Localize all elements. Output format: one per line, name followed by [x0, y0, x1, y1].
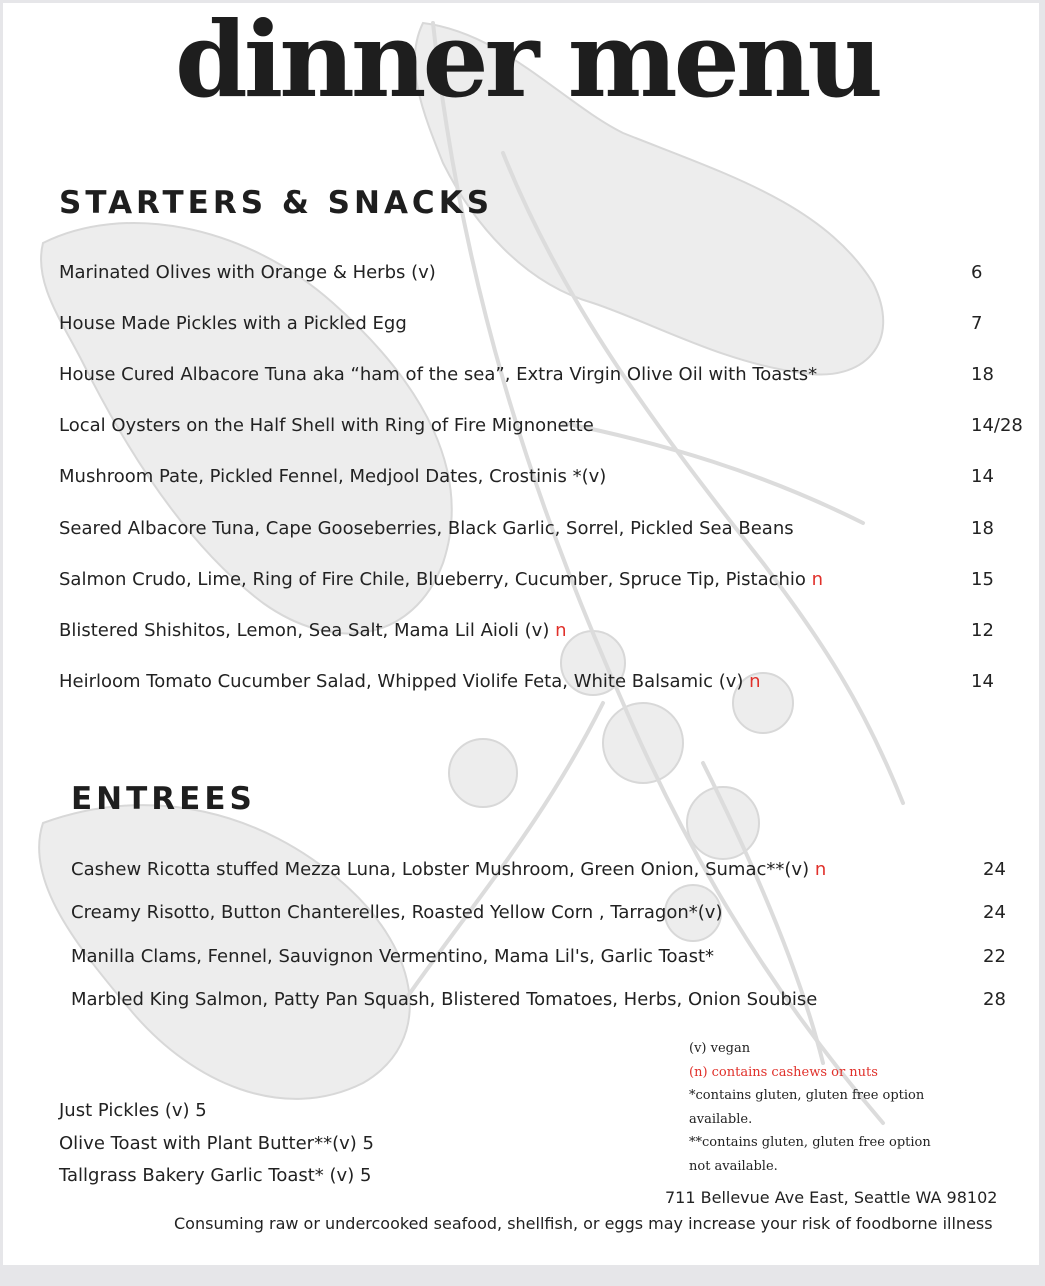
- item-name: Manilla Clams, Fennel, Sauvignon Vermentino, Mama Lil's, Garlic Toast*: [71, 946, 715, 967]
- item-name: Salmon Crudo, Lime, Ring of Fire Chile, Blueberry, Cucumber, Spruce Tip, Pistachio: [59, 569, 806, 590]
- entrees-heading: ENTREES: [71, 781, 256, 817]
- list-item: [59, 262, 436, 283]
- list-item: [71, 946, 714, 967]
- nut-flag: n: [555, 620, 567, 641]
- item-price: 12: [971, 620, 994, 641]
- item-price: 7: [971, 313, 983, 334]
- item-name: Marinated Olives with Orange & Herbs (v): [59, 262, 436, 283]
- legend-gluten2-line2: not available.: [689, 1158, 778, 1174]
- item-name: Seared Albacore Tuna, Cape Gooseberries, Black Garlic, Sorrel, Pickled Sea Beans: [59, 518, 794, 539]
- item-price: 14: [971, 466, 994, 487]
- item-name: Cashew Ricotta stuffed Mezza Luna, Lobster Mushroom, Green Onion, Sumac**(v): [71, 859, 810, 880]
- list-item: [59, 671, 761, 692]
- list-item: [59, 569, 823, 590]
- item-name: Creamy Risotto, Button Chanterelles, Roasted Yellow Corn , Tarragon*(v): [71, 902, 723, 923]
- legend-gluten2-line1: **contains gluten, gluten free option: [689, 1135, 931, 1150]
- menu-title: dinner menu: [175, 3, 880, 121]
- dietary-legend: [689, 1037, 934, 1178]
- item-price: 24: [983, 902, 1006, 923]
- item-name: Heirloom Tomato Cucumber Salad, Whipped Violife Feta, White Balsamic (v): [59, 671, 744, 692]
- item-price: 15: [971, 569, 994, 590]
- nut-flag: n: [811, 569, 824, 590]
- list-item: [59, 415, 594, 436]
- item-name: Blistered Shishitos, Lemon, Sea Salt, Mama Lil Aioli (v): [59, 620, 550, 641]
- nut-flag: n: [749, 671, 761, 692]
- starters-heading: STARTERS & SNACKS: [59, 185, 494, 221]
- item-name: House Cured Albacore Tuna aka “ham of the sea”, Extra Virgin Olive Oil with Toasts*: [59, 364, 818, 385]
- list-item: [71, 989, 817, 1010]
- extra-item: Tallgrass Bakery Garlic Toast* (v) 5: [59, 1165, 372, 1186]
- legend-gluten-line2: available.: [689, 1111, 753, 1127]
- extra-item: Just Pickles (v) 5: [59, 1100, 207, 1121]
- list-item: [59, 466, 606, 487]
- legend-gluten-line1: *contains gluten, gluten free option: [689, 1088, 925, 1103]
- list-item: [71, 859, 826, 880]
- list-item: [59, 620, 567, 641]
- item-price: 22: [983, 946, 1006, 967]
- item-price: 18: [971, 364, 994, 385]
- restaurant-address: 711 Bellevue Ave East, Seattle WA 98102: [665, 1188, 998, 1207]
- item-price: 14/28: [971, 415, 1023, 436]
- legend-nuts: (n) contains cashews or nuts: [689, 1064, 878, 1080]
- food-safety-disclaimer: Consuming raw or undercooked seafood, shellfish, or eggs may increase your risk of foodborne illness: [174, 1214, 993, 1233]
- extras-list: [59, 1095, 374, 1193]
- list-item: [71, 902, 722, 923]
- item-name: Marbled King Salmon, Patty Pan Squash, Blistered Tomatoes, Herbs, Onion Soubise: [71, 989, 818, 1010]
- item-price: 18: [971, 518, 994, 539]
- item-price: 6: [971, 262, 983, 283]
- legend-vegan: (v) vegan: [689, 1041, 751, 1056]
- list-item: [59, 313, 407, 334]
- extra-item: Olive Toast with Plant Butter**(v) 5: [59, 1132, 374, 1154]
- item-price: 24: [983, 859, 1006, 880]
- nut-flag: n: [814, 859, 827, 880]
- item-price: 28: [983, 989, 1006, 1010]
- item-name: Mushroom Pate, Pickled Fennel, Medjool Dates, Crostinis *(v): [59, 466, 607, 487]
- list-item: [59, 518, 794, 539]
- item-name: Local Oysters on the Half Shell with Ring of Fire Mignonette: [59, 415, 594, 436]
- item-name: House Made Pickles with a Pickled Egg: [59, 313, 407, 334]
- item-price: 14: [971, 671, 994, 692]
- menu-page: [3, 3, 1039, 1265]
- list-item: [59, 364, 817, 385]
